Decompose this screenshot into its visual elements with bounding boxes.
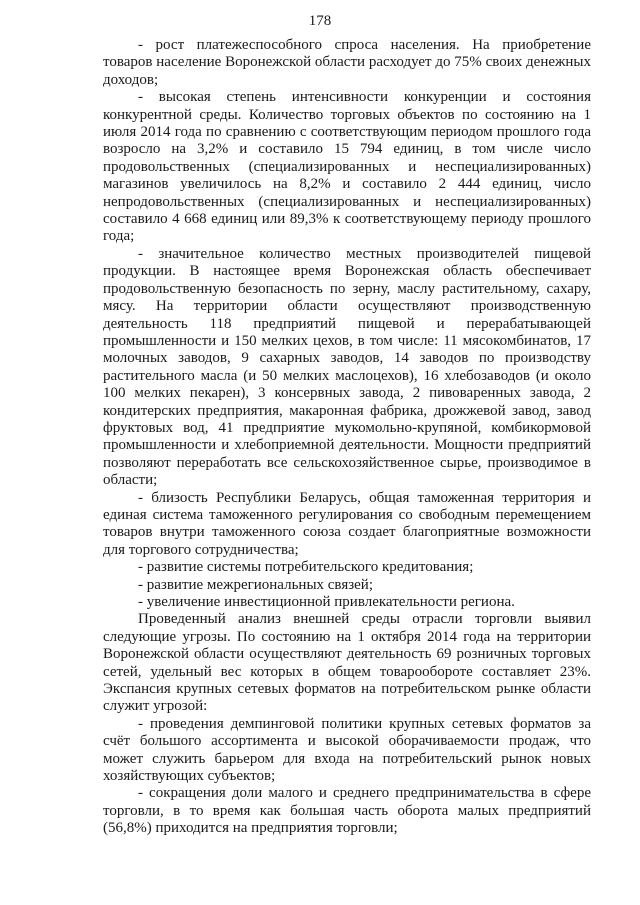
paragraph-interregional-ties: - развитие межрегиональных связей; [138, 576, 373, 593]
paragraph-threats-analysis: Проведенный анализ внешней среды отрасли торговли выявил следующие угрозы. По состоянию на 1 октября 2014 года на территории Воронежской области осуществляют деятельность 69 розничных торговых сетей, удельный вес которых в общем товарообороте составляет 23%. Экспансия крупных сетевых форматов на потребительском рынке области служит угрозой: [103, 611, 591, 715]
paragraph-consumer-credit: - развитие системы потребительского кредитования; [138, 559, 474, 576]
paragraph-competition: - высокая степень интенсивности конкуренции и состояния конкурентной среды. Количество торговых объектов по состоянию на 1 июля 2014 года по сравнению с соответствующим периодом прошлого года возросло на 3,2% и составило 15 794 единиц, в том числе число продовольственных (специализированных и неспециализированных) магазинов увеличилось на 8,2% и составило 2 444 единиц, число непродовольственных (специализированных и неспециализированных) составило 4 668 единиц или 89,3% к соответствующему периоду прошлого года; [103, 89, 591, 245]
paragraph-investment-appeal: - увеличение инвестиционной привлекательности региона. [138, 594, 515, 610]
paragraph-local-producers: - значительное количество местных производителей пищевой продукции. В настоящее время Воронежская область обеспечивает продовольственную безопасность по зерну, маслу растительному, сахару, мясу. На территории области осуществляют производственную деятельность 118 предприятий пищевой и перерабатывающей промышленности и 150 мелких цехов, в том числе: 11 мясокомбинатов, 17 молочных заводов, 9 сахарных заводов, 14 заводов по производству растительного масла (и 50 мелких маслоцехов), 16 хлебозаводов (и около 100 мелких пекарен), 3 консервных завода, 2 пивоваренных завода, 2 кондитерских предприятия, макаронная фабрика, дрожжевой завод, завод фруктовых вод, 41 предприятие мукомольно-крупяной, комбикормовой промышленности и хлебоприемной деятельности. Мощности предприятий позволяют переработать все сельскохозяйственное сырье, производимое в области; [103, 245, 591, 489]
document-body [103, 37, 591, 838]
paragraph-dumping-policy: - проведения демпинговой политики крупных сетевых форматов за счёт большого ассортимента и высокой оборачиваемости продаж, что может служить барьером для входа на потребительский рынок новых хозяйствующих субъектов; [103, 715, 591, 785]
paragraph-belarus-proximity: - близость Республики Беларусь, общая таможенная территория и единая система таможенного регулирования со свободным перемещением товаров внутри таможенного союза создает благоприятные возможности для торгового сотрудничества; [103, 489, 591, 558]
page-number: 178 [308, 13, 332, 29]
paragraph-small-business-share: - сокращения доли малого и среднего предпринимательства в сфере торговли, в то время как большая часть оборота малых предприятий (56,8%) приходится на предприятия торговли; [103, 785, 591, 837]
paragraph-purchasing-demand: - рост платежеспособного спроса населения. На приобретение товаров население Воронежской области расходует до 75% своих денежных доходов; [103, 37, 591, 88]
